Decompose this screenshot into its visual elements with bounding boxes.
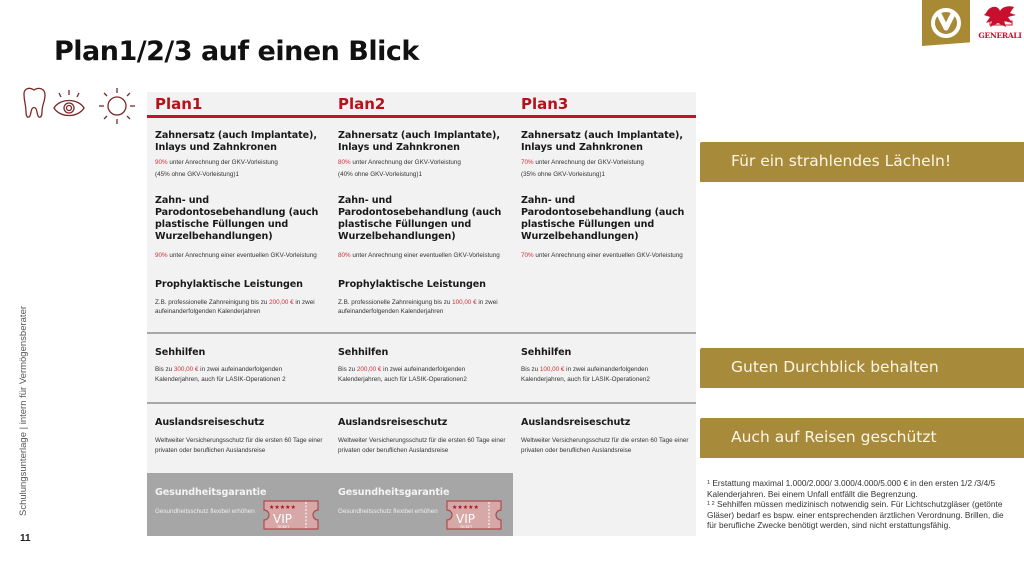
header-plan2: Plan2 [338,95,386,113]
item-desc-line2: (40% ohne GKV-Vorleistung)1 [338,170,423,178]
item-desc: 70% unter Anrechnung einer eventuellen GKV-Vorleistung [521,252,683,259]
vip-ticket-icon [445,499,503,531]
dental-plan3 [513,118,696,332]
item-title: Zahnersatz (auch Implantate), Inlays und Zahnkronen [521,130,683,153]
item-title: Sehhilfen [155,347,206,358]
section-vision [147,334,696,404]
item-title: Gesundheitsgarantie [338,487,450,498]
footnotes [707,478,1007,531]
banner-vision: Guten Durchblick behalten [700,348,1024,388]
item-desc: Z.B. professionelle Zahnreinigung bis zu 100,00 € in zwei aufeinanderfolgenden Kalenderjahren [338,298,498,315]
item-desc: Z.B. professionelle Zahnreinigung bis zu 200,00 € in zwei aufeinanderfolgenden Kalenderjahren [155,298,315,315]
item-desc: Bis zu 300,00 € in zwei aufeinanderfolgenden Kalenderjahren, auch für LASIK-Operationen 2 [155,366,286,383]
section-dental [147,118,696,334]
item-title: Zahnersatz (auch Implantate), Inlays und Zahnkronen [155,130,317,153]
guarantee-plan1 [147,473,330,536]
header-plan3: Plan3 [521,95,569,113]
item-title: Sehhilfen [521,347,572,358]
svg-text:★★★★★: ★★★★★ [269,504,296,511]
item-desc: Weltweiter Versicherungsschutz für die ersten 60 Tage einer privaten oder beruflichen Auslandsreise [521,437,689,454]
item-desc: 80% unter Anrechnung der GKV-Vorleistung [338,159,461,166]
item-title: Zahn- und Parodontosebehandlung (auch plastische Füllungen und Wurzelbehandlungen) [521,195,685,242]
vision-plan2 [330,334,513,402]
side-label: Schulungsunterlage | intern für Vermögensberater [18,305,29,516]
tooth-icon [24,88,45,117]
item-desc: 70% unter Anrechnung der GKV-Vorleistung [521,159,644,166]
svg-text:VIP: VIP [456,512,475,526]
item-desc: Gesundheitsschutz flexibel erhöhen [155,508,255,515]
page-title: Plan1/2/3 auf einen Blick [54,36,419,67]
vision-plan3 [513,334,696,402]
dvag-v-icon [931,6,961,38]
table-header [147,92,696,118]
item-desc: Weltweiter Versicherungsschutz für die ersten 60 Tage einer privaten oder beruflichen Auslandsreise [338,437,506,454]
item-desc: 90% unter Anrechnung einer eventuellen GKV-Vorleistung [155,252,317,259]
page-number: 11 [20,533,31,544]
section-health-guarantee [147,473,696,536]
svg-text:TICKET: TICKET [460,525,473,529]
vip-ticket-icon [262,499,320,531]
item-desc-line2: (45% ohne GKV-Vorleistung)1 [155,170,240,178]
item-title: Auslandsreiseschutz [338,417,448,428]
item-desc: Bis zu 100,00 € in zwei aufeinanderfolgenden Kalenderjahren, auch für LASIK-Operationen2 [521,366,650,383]
item-desc-line2: (35% ohne GKV-Vorleistung)1 [521,170,606,178]
header-plan1: Plan1 [155,95,203,113]
travel-plan1 [147,404,330,473]
item-title: Zahnersatz (auch Implantate), Inlays und Zahnkronen [338,130,500,153]
item-desc: 90% unter Anrechnung der GKV-Vorleistung [155,159,278,166]
svg-text:★★★★★: ★★★★★ [452,504,479,511]
banner-travel: Auch auf Reisen geschützt [700,418,1024,458]
category-icons [20,86,138,126]
svg-text:TICKET: TICKET [277,525,290,529]
plan-comparison-table [147,92,696,536]
item-title: Prophylaktische Leistungen [155,278,303,290]
generali-text: GENERALI [978,31,1022,40]
guarantee-plan3-empty [513,473,696,536]
guarantee-plan2 [330,473,513,536]
item-title: Zahn- und Parodontosebehandlung (auch plastische Füllungen und Wurzelbehandlungen) [338,195,502,242]
travel-plan3 [513,404,696,473]
svg-text:VIP: VIP [273,512,292,526]
dental-plan2 [330,118,513,332]
dvag-logo [922,0,970,46]
item-title: Auslandsreiseschutz [155,417,265,428]
item-desc: 80% unter Anrechnung einer eventuellen GKV-Vorleistung [338,252,500,259]
eye-icon [54,90,84,116]
vision-plan1 [147,334,330,402]
item-title: Zahn- und Parodontosebehandlung (auch plastische Füllungen und Wurzelbehandlungen) [155,195,319,242]
lion-icon [982,3,1018,31]
sun-icon [99,88,135,124]
item-title: Prophylaktische Leistungen [338,278,486,290]
item-title: Gesundheitsgarantie [155,487,267,498]
item-desc: Weltweiter Versicherungsschutz für die ersten 60 Tage einer privaten oder beruflichen Auslandsreise [155,437,323,454]
travel-plan2 [330,404,513,473]
item-title: Sehhilfen [338,347,389,358]
banner-dental: Für ein strahlendes Lächeln! [700,142,1024,182]
item-desc: Bis zu 200,00 € in zwei aufeinanderfolgenden Kalenderjahren, auch für LASIK-Operationen2 [338,366,467,383]
item-title: Auslandsreiseschutz [521,417,631,428]
generali-logo [978,3,1022,43]
item-desc: Gesundheitsschutz flexibel erhöhen [338,508,438,515]
footnote-2: $^{1 2}$ Sehhilfen müssen medizinisch notwendig sein. Für Lichtschutzgläser (getönte Gläser) bedarf es bspw. einer entsprechenden ärztlichen Verordnung. Brillen, die für berufliche Zwecke benötigt werden, sind nicht erstattungsfähig. [707,499,1004,530]
footnote-1: $^1$ Erstattung maximal 1.000/2.000/ 3.000/4.000/5.000 € in den ersten 1/2 /3/4/5 Kalenderjahren. Bei einem Unfall entfällt die Begrenzung. [707,478,996,499]
section-travel [147,404,696,473]
dental-plan1 [147,118,330,332]
